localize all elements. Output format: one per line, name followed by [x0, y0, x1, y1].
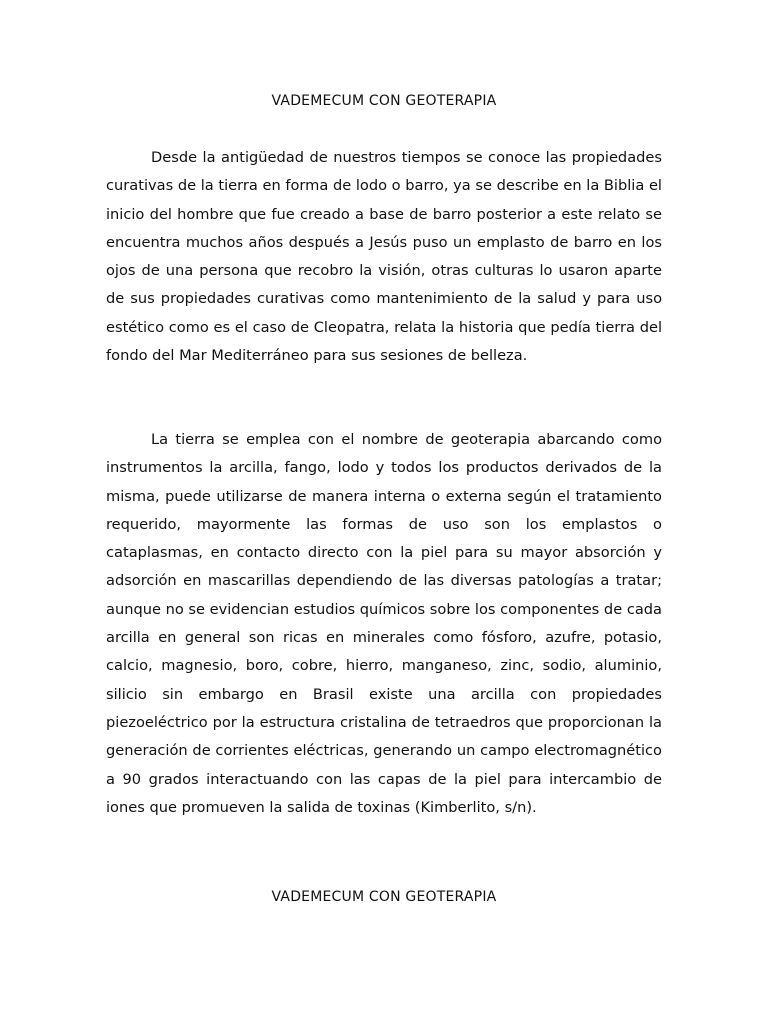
repeated-document-title: VADEMECUM CON GEOTERAPIA	[271, 889, 497, 905]
paragraph-geotherapy: La tierra se emplea con el nombre de geoterapia abarcando como instrumentos la arcilla, fango, lodo y todos los productos derivados de la misma, puede utilizarse de manera interna o externa según el tratamiento requerido, mayormente las formas de uso son los emplastos o cataplasmas, en contacto directo con la piel para su mayor absorción y adsorción en mascarillas dependiendo de las diversas patologías a tratar; aunque no se evidencian estudios químicos sobre los componentes de cada arcilla en general son ricas en minerales como fósforo, azufre, potasio, calcio, magnesio, boro, cobre, hierro, manganeso, zinc, sodio, aluminio, silicio sin embargo en Brasil existe una arcilla con propiedades piezoeléctrico por la estructura cristalina de tetraedros que proporcionan la generación de corrientes eléctricas, generando un campo electromagnético a 90 grados interactuando con las capas de la piel para intercambio de iones que promueven la salida de toxinas (Kimberlito, s/n).	[106, 431, 662, 816]
document-title: VADEMECUM CON GEOTERAPIA	[271, 93, 497, 109]
paragraph-intro: Desde la antigüedad de nuestros tiempos se conoce las propiedades curativas de la tierra en forma de lodo o barro, ya se describe en la Biblia el inicio del hombre que fue creado a base de barro posterior a este relato se encuentra muchos años después a Jesús puso un emplasto de barro en los ojos de una persona que recobro la visión, otras culturas lo usaron aparte de sus propiedades curativas como mantenimiento de la salud y para uso estético como es el caso de Cleopatra, relata la historia que pedía tierra del fondo del Mar Mediterráneo para sus sesiones de belleza.	[106, 149, 662, 365]
